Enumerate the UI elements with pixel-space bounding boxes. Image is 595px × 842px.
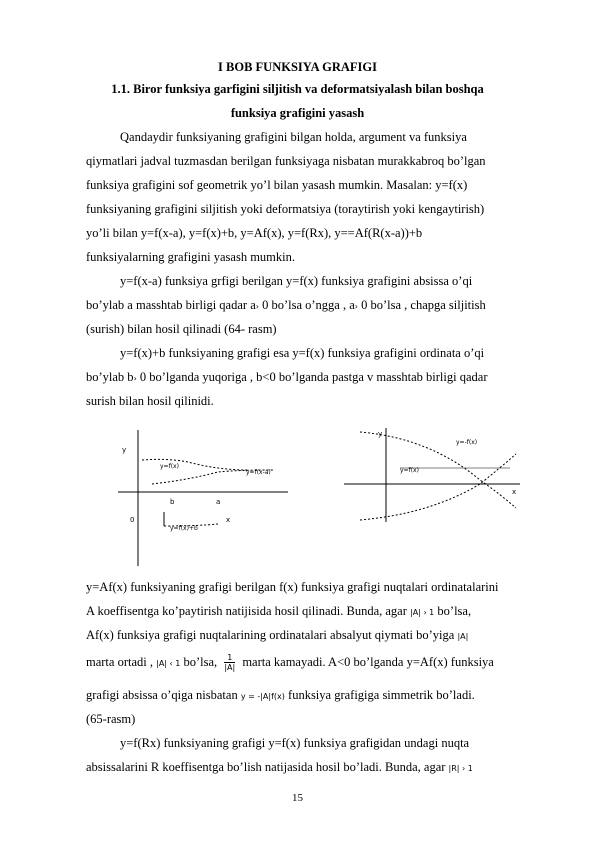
curve-f2	[360, 454, 516, 520]
formula-absA-lt1: |A| ‹ 1	[156, 658, 181, 668]
text-line: bo’ylab a masshtab birligi qadar a› 0 bo’lsa o’ngga , a› 0 bo’lsa , chapga siljitish	[86, 298, 486, 312]
gt-symbol: ›	[354, 301, 358, 311]
text-line: funksiyalarning grafigini yasash mumkin.	[86, 250, 295, 264]
gt-symbol: ›	[255, 301, 259, 311]
text-line: qiymatlari jadval tuzmasdan berilgan funksiyaga nisbatan murakkabroq bo’lgan	[86, 154, 486, 168]
label-a: a	[216, 498, 221, 506]
axis-label-x: x	[226, 516, 231, 524]
text-line: grafigi absissa o’qiga nisbatan y = -|A|f(x) funksiya grafigiga simmetrik bo’ladi.	[86, 688, 475, 702]
section-title-line1: 1.1. Biror funksiya garfigini siljitish va deformatsiyalash bilan boshqa	[111, 82, 484, 96]
label-f2: y=f(x)	[400, 467, 419, 474]
text-line: surish bilan hosil qilinidi.	[86, 394, 214, 408]
formula-absA: |A|	[457, 631, 469, 641]
text-line: (65-rasm)	[86, 712, 136, 726]
text-line: (surish) bilan hosil qilinadi (64- rasm)	[86, 322, 277, 336]
text-line: funksiya grafigini sof geometrik yo’l bilan yasash mumkin. Masalan: y=f(x)	[86, 178, 468, 192]
curve-f1	[360, 432, 516, 508]
text-line: marta ortadi , |A| ‹ 1 bo’lsa, $\frac{1}{|A|}$ marta kamayadi. A<0 bo’lganda y=Af(x) funksiya	[86, 653, 494, 672]
formula-absA-gt1: |A| › 1	[410, 607, 435, 617]
figure-shift-graphs	[108, 430, 298, 566]
formula-absR-gt1: |R| › 1	[448, 763, 473, 773]
text-line: funksiyaning grafigini siljitish yoki deformatsiya (toraytirish yoki kengaytirish)	[86, 202, 485, 216]
text-line: yo’li bilan y=f(x-a), y=f(x)+b, y=Af(x), y=f(Rx), y==Af(R(x-a))+b	[86, 226, 423, 240]
section-title-line2: funksiya grafigini yasash	[230, 106, 365, 120]
label-f1: y=-f(x)	[456, 439, 478, 446]
text-line: y=f(x)+b funksiyaning grafigi esa y=f(x) funksiya grafigini ordinata o’qi	[120, 346, 485, 360]
text-line: A koeffisentga ko’paytirish natijisida hosil qilinadi. Bunda, agar |A| › 1 bo’lsa,	[86, 604, 472, 618]
page-number: 15	[292, 792, 303, 804]
text-line: absissalarini R koeffisentga bo’lish natijasida hosil bo’ladi. Bunda, agar |R| › 1	[86, 760, 473, 774]
axis-label-x: x	[512, 488, 517, 496]
label-fx: y=f(x)	[160, 463, 179, 470]
text-line: Af(x) funksiya grafigi nuqtalarining ordinatalari absalyut qiymati bo’yiga |A|	[86, 628, 469, 642]
text-line: y=f(Rx) funksiyaning grafigi y=f(x) funksiya grafigidan undagi nuqta	[120, 736, 470, 750]
chapter-title: I BOB FUNKSIYA GRAFIGI	[218, 60, 377, 74]
label-fxa: y=f(x-a)	[246, 469, 271, 476]
text-line: y=Af(x) funksiyaning grafigi berilgan f(x) funksiya grafigi nuqtalari ordinatalarini	[86, 580, 499, 594]
formula-y-absAf: y = -|A|f(x)	[240, 691, 285, 701]
label-b: b	[170, 498, 175, 506]
gt-symbol: ›	[133, 373, 137, 383]
formula-inverse-A: $\frac{1}{|A|}$	[224, 653, 236, 672]
label-fxb: y=f(x)+b	[170, 525, 198, 532]
text-line: Qandaydir funksiyaning grafigini bilgan holda, argument va funksiya	[120, 130, 467, 144]
curve-fx	[142, 459, 248, 470]
axis-label-y: y	[378, 430, 383, 438]
text-line: bo’ylab b› 0 bo’lganda yuqoriga , b<0 bo’lganda pastga v masshtab birligi qadar	[86, 370, 488, 384]
axis-label-y: y	[122, 446, 127, 454]
text-line: y=f(x-a) funksiya grfigi berilgan y=f(x) funksiya grafigini absissa o’qi	[120, 274, 473, 288]
label-origin: 0	[130, 516, 135, 524]
figure-symmetric-graphs	[340, 424, 525, 524]
